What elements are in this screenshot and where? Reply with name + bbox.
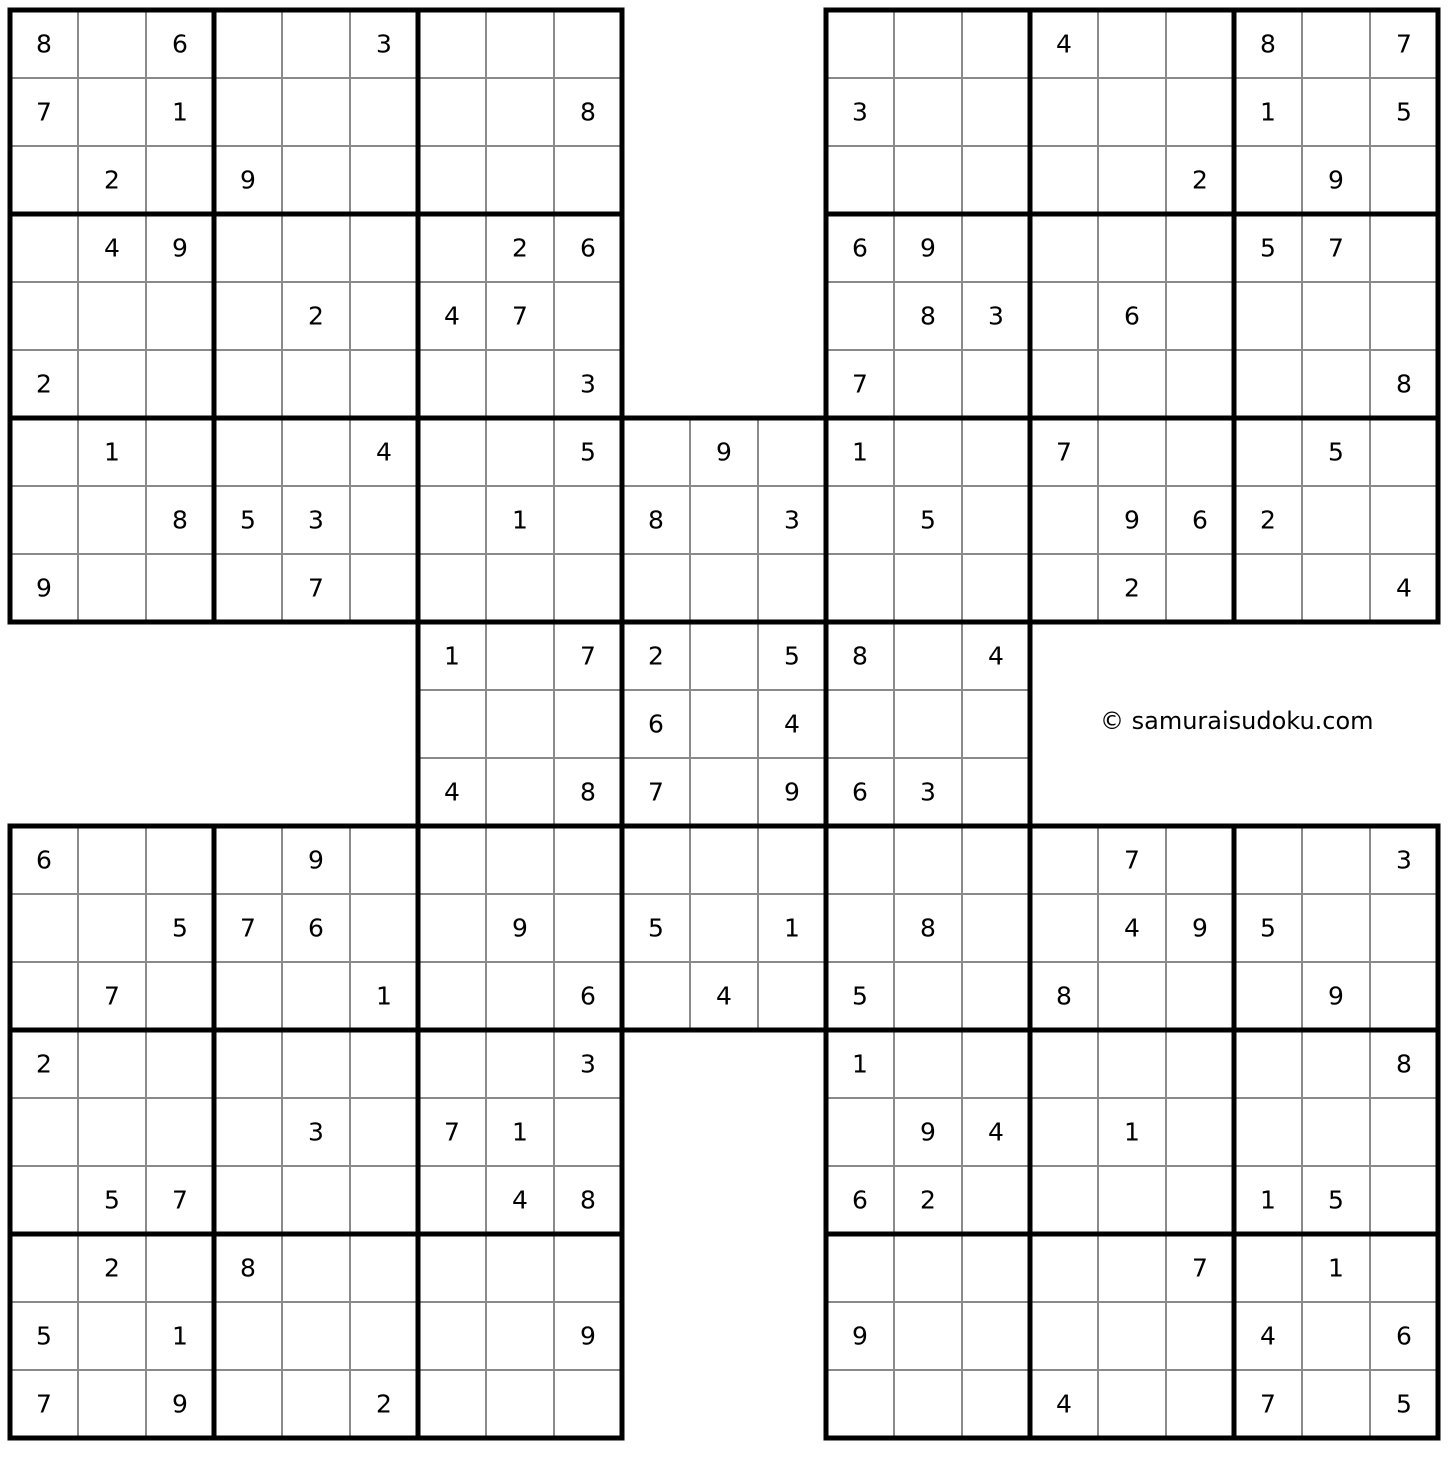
given-digit: 4 [1396,573,1412,603]
given-digit: 9 [920,233,936,263]
given-digit: 5 [920,505,936,535]
given-digit: 1 [172,97,188,127]
given-digit: 4 [512,1185,528,1215]
given-digit: 7 [36,97,52,127]
given-digit: 2 [104,165,120,195]
given-digit: 1 [852,437,868,467]
given-digit: 7 [240,913,256,943]
given-digit: 3 [1396,845,1412,875]
given-digit: 6 [1192,505,1208,535]
given-digit: 5 [1260,233,1276,263]
given-digit: 6 [308,913,324,943]
given-digit: 2 [104,1253,120,1283]
given-digit: 8 [1396,1049,1412,1079]
given-digit: 5 [852,981,868,1011]
given-digit: 3 [580,369,596,399]
given-digit: 4 [444,777,460,807]
given-digit: 5 [240,505,256,535]
given-digit: 3 [308,505,324,535]
given-digit: 9 [716,437,732,467]
given-digit: 9 [308,845,324,875]
given-digit: 2 [376,1389,392,1419]
given-digit: 9 [172,233,188,263]
given-digit: 7 [308,573,324,603]
given-digit: 4 [444,301,460,331]
given-digit: 8 [580,1185,596,1215]
given-digit: 1 [172,1321,188,1351]
given-digit: 6 [852,777,868,807]
given-digit: 4 [1056,1389,1072,1419]
given-digit: 8 [172,505,188,535]
given-digit: 7 [1260,1389,1276,1419]
given-digit: 2 [1192,165,1208,195]
given-digit: 4 [1260,1321,1276,1351]
given-digit: 5 [648,913,664,943]
given-digit: 8 [920,913,936,943]
given-digit: 1 [1260,1185,1276,1215]
given-digit: 1 [852,1049,868,1079]
given-digit: 4 [716,981,732,1011]
given-digit: 2 [36,369,52,399]
given-digit: 6 [172,29,188,59]
given-digit: 1 [1260,97,1276,127]
given-digit: 3 [988,301,1004,331]
given-digit: 7 [580,641,596,671]
given-digit: 6 [36,845,52,875]
given-digit: 8 [920,301,936,331]
given-digit: 7 [172,1185,188,1215]
given-digit: 9 [1328,981,1344,1011]
given-digit: 4 [1124,913,1140,943]
given-digit: 6 [648,709,664,739]
given-digit: 1 [784,913,800,943]
given-digit: 5 [1328,437,1344,467]
given-digit: 3 [784,505,800,535]
given-digit: 8 [1056,981,1072,1011]
given-digit: 4 [988,641,1004,671]
given-digit: 9 [240,165,256,195]
given-digit: 8 [240,1253,256,1283]
given-digit: 5 [36,1321,52,1351]
given-digit: 7 [1328,233,1344,263]
given-digit: 6 [1124,301,1140,331]
given-digit: 5 [104,1185,120,1215]
given-digit: 8 [580,97,596,127]
given-digit: 6 [1396,1321,1412,1351]
given-digit: 1 [104,437,120,467]
given-digit: 6 [580,233,596,263]
given-digit: 8 [36,29,52,59]
given-digit: 7 [36,1389,52,1419]
given-digit: 9 [1192,913,1208,943]
given-digit: 7 [1124,845,1140,875]
given-digit: 3 [376,29,392,59]
given-digit: 1 [512,1117,528,1147]
given-digit: 7 [648,777,664,807]
given-digit: 2 [512,233,528,263]
given-digit: 4 [104,233,120,263]
given-digit: 4 [1056,29,1072,59]
given-digit: 4 [988,1117,1004,1147]
given-digit: 2 [308,301,324,331]
given-digit: 5 [1260,913,1276,943]
given-digit: 8 [852,641,868,671]
given-digit: 9 [920,1117,936,1147]
given-digit: 9 [1124,505,1140,535]
given-digit: 6 [852,1185,868,1215]
given-digit: 5 [1396,97,1412,127]
given-digit: 1 [512,505,528,535]
given-digit: 6 [852,233,868,263]
given-digit: 3 [852,97,868,127]
given-digit: 4 [376,437,392,467]
given-digit: 2 [648,641,664,671]
given-digit: 7 [104,981,120,1011]
given-digit: 7 [1192,1253,1208,1283]
given-digit: 7 [512,301,528,331]
copyright-notice: © samuraisudoku.com [1100,707,1374,735]
given-digit: 3 [580,1049,596,1079]
given-digit: 9 [36,573,52,603]
given-digit: 2 [1260,505,1276,535]
given-digit: 6 [580,981,596,1011]
given-digit: 2 [36,1049,52,1079]
given-digit: 7 [1056,437,1072,467]
given-digit: 7 [852,369,868,399]
given-digit: 9 [784,777,800,807]
given-digit: 5 [1328,1185,1344,1215]
given-digit: 8 [648,505,664,535]
given-digit: 8 [1260,29,1276,59]
given-digit: 2 [920,1185,936,1215]
given-digit: 5 [1396,1389,1412,1419]
given-digit: 3 [308,1117,324,1147]
given-digit: 1 [1124,1117,1140,1147]
given-digit: 9 [512,913,528,943]
given-digit: 9 [1328,165,1344,195]
given-digit: 5 [172,913,188,943]
given-digit: 4 [784,709,800,739]
given-digit: 5 [580,437,596,467]
given-digit: 7 [1396,29,1412,59]
given-digit: 9 [580,1321,596,1351]
given-digit: 7 [444,1117,460,1147]
given-digit: 8 [1396,369,1412,399]
given-digit: 1 [1328,1253,1344,1283]
given-digit: 3 [920,777,936,807]
given-digit: 1 [376,981,392,1011]
given-digit: 9 [852,1321,868,1351]
given-digit: 8 [580,777,596,807]
given-digit: 2 [1124,573,1140,603]
given-digit: 5 [784,641,800,671]
given-digit: 1 [444,641,460,671]
given-digit: 9 [172,1389,188,1419]
